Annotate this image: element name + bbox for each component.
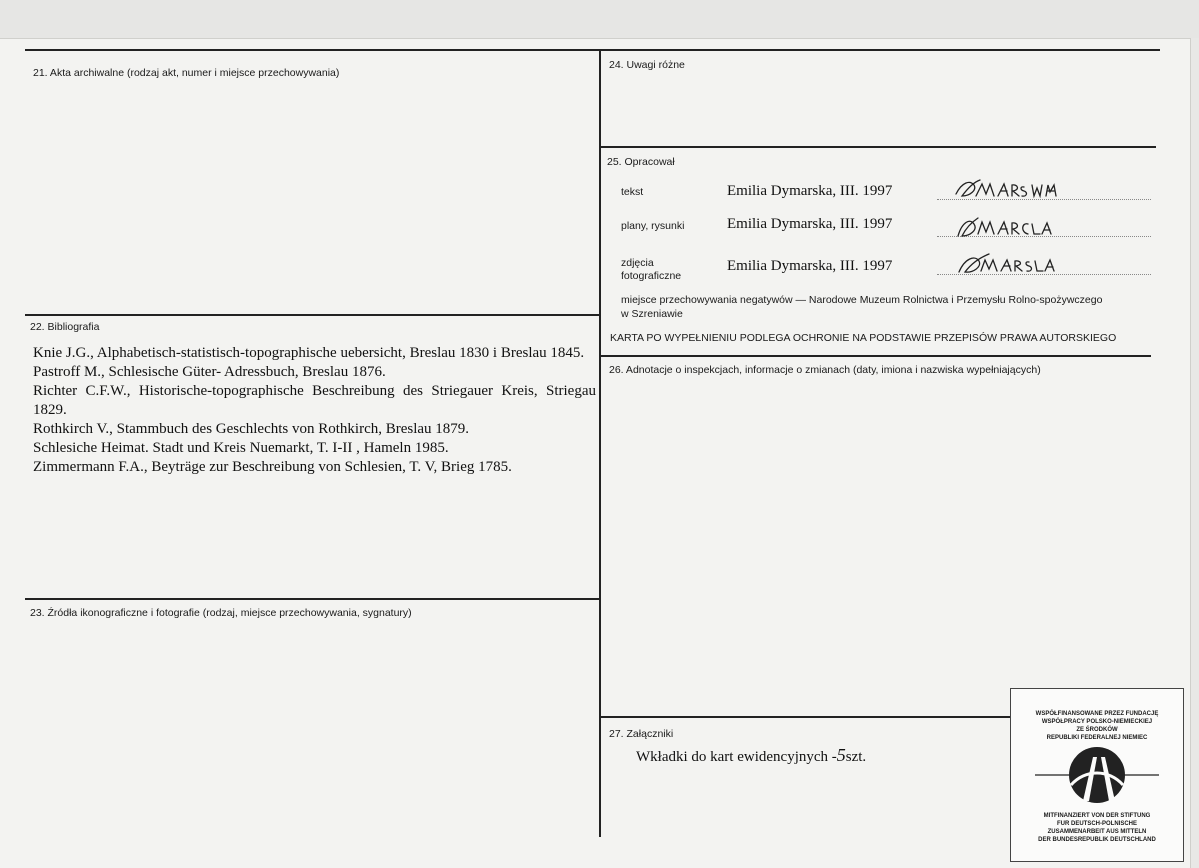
section-26-label: 26. Adnotacje o inspekcjach, informacje o zmianach (daty, imiona i nazwiska wypełniających) xyxy=(609,364,1041,376)
divider-22-23 xyxy=(25,598,600,600)
stamp-pl-line: WSPÓŁFINANSOWANE PRZEZ FUNDACJĘ xyxy=(1035,711,1159,717)
bibliography-entry: Rothkirch V., Stammbuch des Geschlechts von Rothkirch, Breslau 1879. xyxy=(33,421,470,437)
signature-dymarska-icon xyxy=(955,250,1060,278)
author-row-label-photos xyxy=(621,257,681,283)
attachments-handwritten-count: 5 xyxy=(836,745,846,765)
section-25-label: 25. Opracował xyxy=(607,156,675,168)
signature-dymarska-icon xyxy=(952,176,1062,202)
signature-dymarska-icon xyxy=(952,212,1057,242)
section-21-label: 21. Akta archiwalne (rodzaj akt, numer i miejsce przechowywania) xyxy=(33,67,340,79)
stamp-pl-line: REPUBLIKI FEDERALNEJ NIEMIEC xyxy=(1046,735,1148,741)
author-row-label-text: tekst xyxy=(621,186,644,198)
divider-26-27 xyxy=(600,716,1010,718)
attachments-text xyxy=(636,745,866,766)
negatives-location-line2: w Szreniawie xyxy=(621,308,683,320)
attachments-text-after: szt. xyxy=(845,749,867,765)
stamp-pl-line: WSPÓŁPRACY POLSKO-NIEMIECKIEJ xyxy=(1041,719,1153,725)
divider-24-25 xyxy=(600,146,1156,148)
bibliography-entry: Richter C.F.W., Historische-topographische Beschreibung des Striegauer Kreis, Striegau 1829. xyxy=(33,383,596,418)
center-divider xyxy=(599,49,601,837)
stamp-de-line: MITFINANZIERT VON DER STIFTUNG xyxy=(1043,813,1151,819)
negatives-location-line1: miejsce przechowywania negatywów — Narodowe Muzeum Rolnictwa i Przemysłu Rolno-spożywczego xyxy=(621,294,1103,306)
section-27-label: 27. Załączniki xyxy=(609,728,674,740)
bibliography-entry: Zimmermann F.A., Beyträge zur Beschreibung von Schlesien, T. V, Brieg 1785. xyxy=(33,459,512,475)
scan-top-edge xyxy=(0,0,1199,39)
top-border xyxy=(25,49,1160,51)
attachments-text-before: Wkładki do kart ewidencyjnych - xyxy=(636,749,837,765)
author-row-value-photos: Emilia Dymarska, III. 1997 xyxy=(727,258,893,274)
foundation-bridge-logo-icon xyxy=(1031,745,1163,805)
author-row-value-plans: Emilia Dymarska, III. 1997 xyxy=(727,216,893,232)
scan-right-edge xyxy=(1190,38,1199,868)
bibliography-entry: Knie J.G., Alphabetisch-statistisch-topographische uebersicht, Breslau 1830 i Breslau 1845. xyxy=(33,345,585,361)
section-22-label: 22. Bibliografia xyxy=(30,321,100,333)
bibliography-entry: Pastroff M., Schlesische Güter- Adressbuch, Breslau 1876. xyxy=(33,364,386,380)
stamp-de-line: DER BUNDESREPUBLIK DEUTSCHLAND xyxy=(1038,837,1156,843)
stamp-de-line: ZUSAMMENARBEIT AUS MITTELN xyxy=(1047,829,1147,835)
section-24-label: 24. Uwagi różne xyxy=(609,59,685,71)
divider-21-22 xyxy=(25,314,600,316)
divider-25-26 xyxy=(600,355,1151,357)
foundation-stamp xyxy=(1010,688,1184,862)
copyright-notice: KARTA PO WYPEŁNIENIU PODLEGA OCHRONIE NA PODSTAWIE PRZEPISÓW PRAWA AUTORSKIEGO xyxy=(610,332,1117,344)
author-row-label-photos-l1: zdjęcia xyxy=(621,257,654,269)
negatives-location-note xyxy=(621,293,1102,321)
author-row-label-plans: plany, rysunki xyxy=(621,220,685,232)
author-row-value-text: Emilia Dymarska, III. 1997 xyxy=(727,183,893,199)
section-23-label: 23. Źródła ikonograficzne i fotografie (rodzaj, miejsce przechowywania, sygnatury) xyxy=(30,607,412,619)
bibliography-entry: Schlesiche Heimat. Stadt und Kreis Nuemarkt, T. I-II , Hameln 1985. xyxy=(33,440,449,456)
stamp-pl-line: ZE ŚRODKÓW xyxy=(1076,727,1118,733)
stamp-de-line: FUR DEUTSCH-POLNISCHE xyxy=(1056,821,1137,827)
bibliography-list xyxy=(33,344,596,477)
author-row-label-photos-l2: fotograficzne xyxy=(621,270,682,282)
